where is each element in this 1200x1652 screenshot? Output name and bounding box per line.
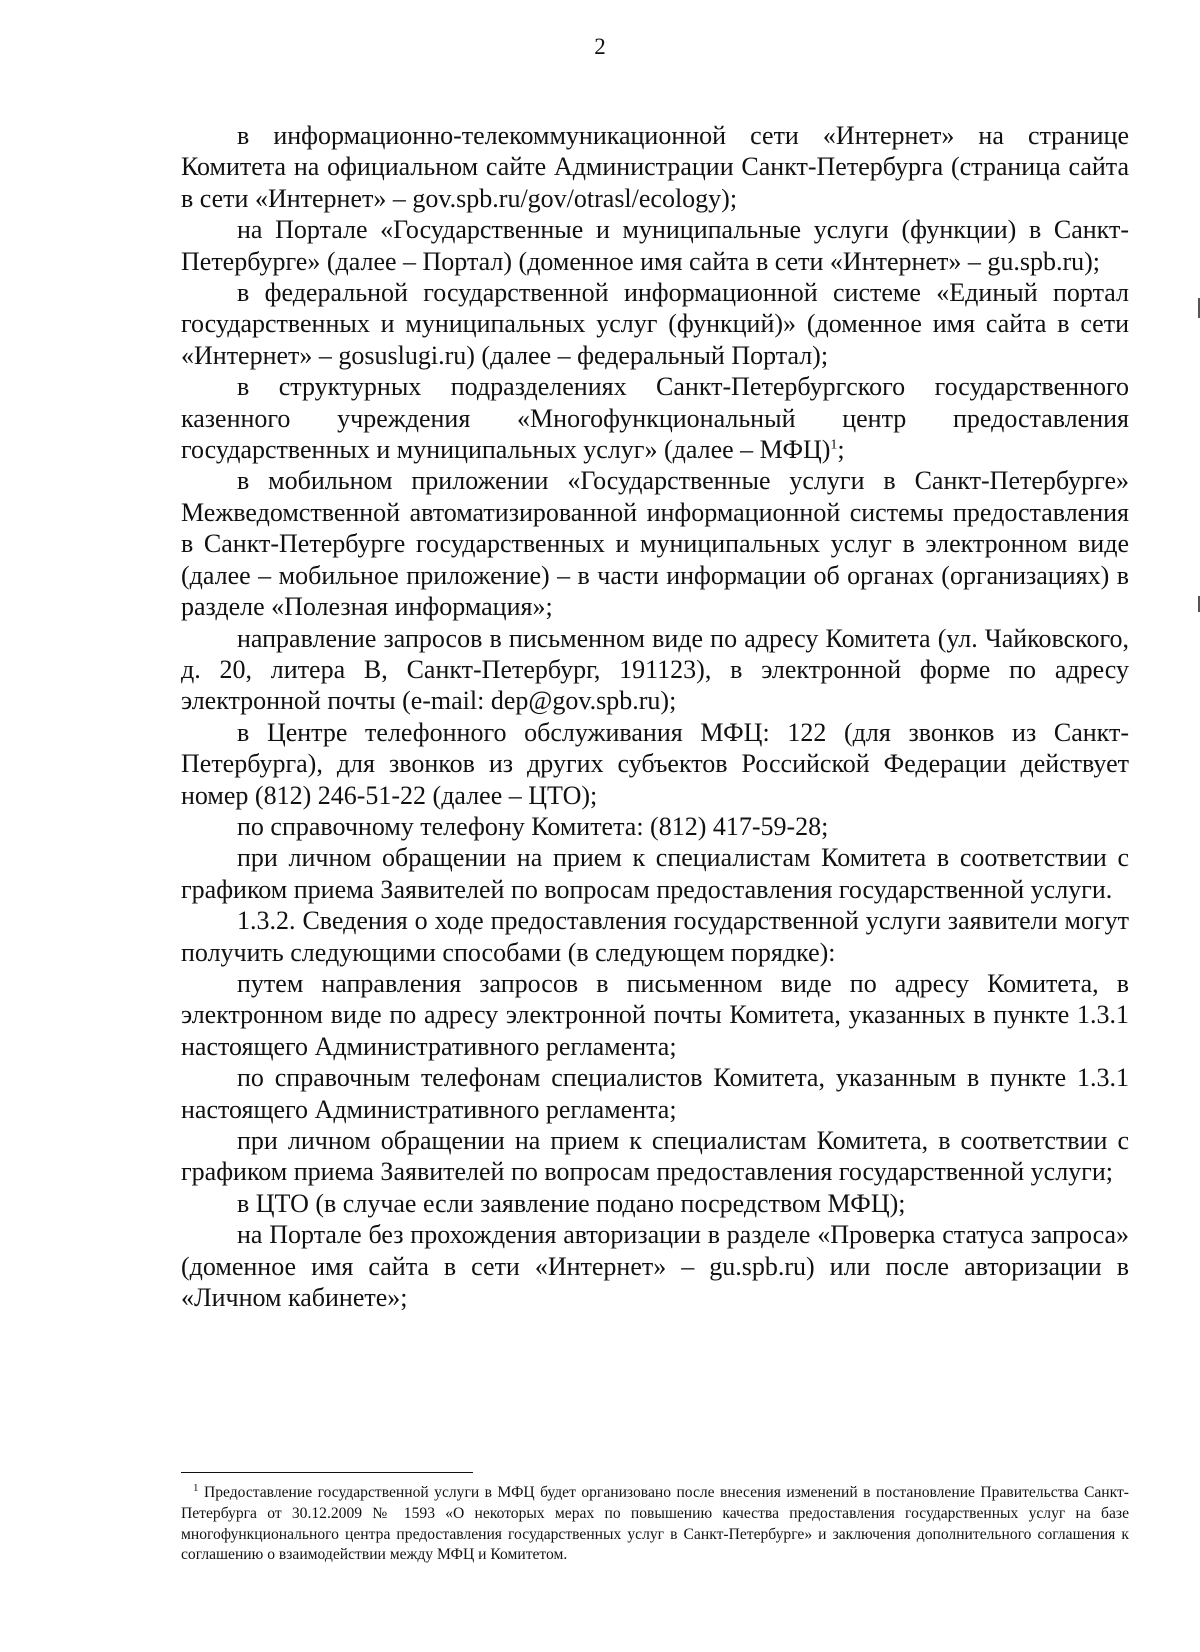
paragraph: в ЦТО (в случае если заявление подано посредством МФЦ);: [237, 1188, 906, 1218]
footnote: [181, 1483, 1129, 1566]
paragraph: путем направления запросов в письменном виде по адресу Комитета, в электронном виде по адресу электронной почты Комитета, указанных в пункте 1.3.1 настоящего Административного регламента;: [181, 968, 1129, 1061]
paragraph: на Портале «Государственные и муниципальные услуги (функции) в Санкт-Петербурге» (далее – Портал) (доменное имя сайта в сети «Интернет» – gu.spb.ru);: [181, 215, 1129, 276]
footnote-reference: 1: [830, 437, 838, 453]
paragraph: в федеральной государственной информационной системе «Единый портал государственных и муниципальных услуг (функций)» (доменное имя сайта в сети «Интернет» – gosuslugi.ru) (далее – федеральный Портал);: [181, 278, 1129, 370]
footnote-marker: 1: [193, 1481, 199, 1494]
paragraph: направление запросов в письменном виде по адресу Комитета (ул. Чайковского, д. 20, литера В, Санкт-Петербург, 191123), в электронной форме по адресу электронной почты (e-mail: dep@gov.spb.ru);: [181, 623, 1129, 716]
paragraph: в Центре телефонного обслуживания МФЦ: 122 (для звонков из Санкт-Петербурга), для звонков из других субъектов Российской Федерации действует номер (812) 246-51-22 (далее – ЦТО);: [181, 717, 1129, 810]
paragraph: по справочным телефонам специалистов Комитета, указанным в пункте 1.3.1 настоящего Административного регламента;: [181, 1063, 1129, 1124]
footnote-text: Предоставление государственной услуги в МФЦ будет организовано после внесения изменений в постановление Правительства Санкт-Петербурга от 30.12.2009 № 1593 «О некоторых мерах по повышению качества предоставления государственных услуг на базе многофункционального центра предоставления государственных услуг в Санкт-Петербурге» и заключения дополнительного соглашения к соглашению о взаимодействии между МФЦ и Комитетом.: [181, 1484, 1129, 1564]
paragraph: в мобильном приложении «Государственные услуги в Санкт-Петербурге» Межведомственной автоматизированной информационной системы предоставления в Санкт-Петербурге государственных и муниципальных услуг в электронном виде (далее – мобильное приложение) – в части информации об органах (организациях) в разделе «Полезная информация»;: [181, 466, 1129, 622]
paragraph-text: в структурных подразделениях Санкт-Петербургского государственного казенного учреждения «Многофункциональный центр предоставления государственных и муниципальных услуг» (далее – МФЦ): [181, 372, 1129, 465]
footnote-separator: [181, 1472, 473, 1473]
paragraph: по справочному телефону Комитета: (812) 417-59-28;: [237, 811, 829, 841]
paragraph: в информационно-телекоммуникационной сети «Интернет» на странице Комитета на официальном сайте Администрации Санкт-Петербурга (страница сайта в сети «Интернет» – gov.spb.ru/gov/otrasl/ecology);: [181, 121, 1129, 213]
document-body: [181, 120, 1129, 1313]
page-number: 2: [594, 34, 606, 59]
paragraph: при личном обращении на прием к специалистам Комитета, в соответствии с графиком приема Заявителей по вопросам предоставления государственной услуги;: [181, 1126, 1129, 1187]
paragraph: 1.3.2. Сведения о ходе предоставления государственной услуги заявители могут получить следующими способами (в следующем порядке):: [181, 906, 1129, 967]
paragraph: [181, 371, 1129, 465]
paragraph-tail: ;: [837, 435, 845, 465]
paragraph: при личном обращении на прием к специалистам Комитета в соответствии с графиком приема Заявителей по вопросам предоставления государственной услуги.: [181, 843, 1129, 904]
paragraph: на Портале без прохождения авторизации в разделе «Проверка статуса запроса» (доменное имя сайта в сети «Интернет» – gu.spb.ru) или после авторизации в «Личном кабинете»;: [181, 1220, 1129, 1313]
